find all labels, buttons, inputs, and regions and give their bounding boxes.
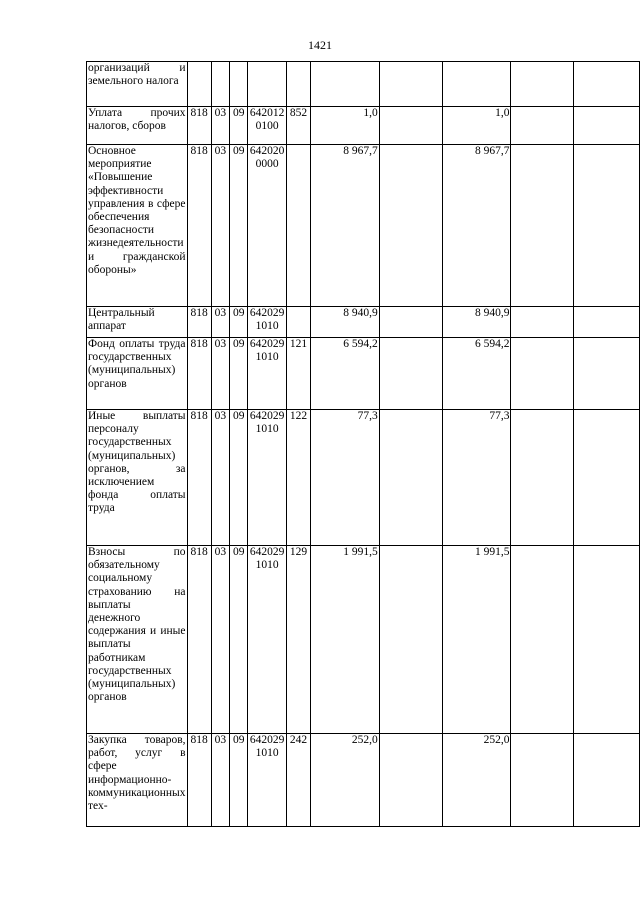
amount-cell-5 — [574, 734, 640, 827]
expense-type-cell — [286, 62, 310, 107]
amount-cell-2 — [379, 546, 442, 734]
target-article-cell — [248, 62, 287, 107]
expense-type-cell: 129 — [286, 546, 310, 734]
target-article-cell: 6420291010 — [248, 338, 287, 410]
amount-cell-2 — [379, 338, 442, 410]
subsection-cell: 09 — [230, 107, 248, 145]
amount-cell-4 — [511, 338, 574, 410]
expense-type-cell: 121 — [286, 338, 310, 410]
amount-cell-3: 6 594,2 — [442, 338, 511, 410]
target-article-cell: 6420291010 — [248, 734, 287, 827]
amount-cell-3 — [442, 62, 511, 107]
amount-cell-5 — [574, 307, 640, 338]
admin-code-cell: 818 — [187, 338, 211, 410]
section-cell: 03 — [211, 107, 229, 145]
amount-cell-3: 1 991,5 — [442, 546, 511, 734]
row-name-cell: Основное мероприятие «Повышение эффективности управления в сфере обеспечения безопасности жизнедеятельности и гражданской обороны» — [87, 145, 188, 307]
section-cell: 03 — [211, 145, 229, 307]
admin-code-cell: 818 — [187, 734, 211, 827]
amount-cell-1: 1,0 — [311, 107, 380, 145]
amount-cell-2 — [379, 145, 442, 307]
target-article-cell: 6420291010 — [248, 546, 287, 734]
row-name-cell: Центральный аппарат — [87, 307, 188, 338]
amount-cell-2 — [379, 307, 442, 338]
admin-code-cell: 818 — [187, 145, 211, 307]
amount-cell-3: 1,0 — [442, 107, 511, 145]
amount-cell-5 — [574, 107, 640, 145]
section-cell: 03 — [211, 734, 229, 827]
subsection-cell: 09 — [230, 307, 248, 338]
expense-type-cell — [286, 145, 310, 307]
amount-cell-1: 8 940,9 — [311, 307, 380, 338]
subsection-cell: 09 — [230, 734, 248, 827]
amount-cell-3: 252,0 — [442, 734, 511, 827]
table-row — [87, 62, 640, 107]
page-number: 1421 — [308, 38, 332, 52]
subsection-cell — [230, 62, 248, 107]
amount-cell-4 — [511, 107, 574, 145]
amount-cell-5 — [574, 546, 640, 734]
amount-cell-3: 77,3 — [442, 410, 511, 546]
expense-type-cell: 242 — [286, 734, 310, 827]
amount-cell-4 — [511, 307, 574, 338]
section-cell — [211, 62, 229, 107]
expense-type-cell: 852 — [286, 107, 310, 145]
amount-cell-4 — [511, 145, 574, 307]
amount-cell-1: 252,0 — [311, 734, 380, 827]
section-cell: 03 — [211, 546, 229, 734]
amount-cell-1: 1 991,5 — [311, 546, 380, 734]
table-row — [87, 145, 640, 307]
amount-cell-5 — [574, 410, 640, 546]
target-article-cell: 6420200000 — [248, 145, 287, 307]
row-name-cell: Уплата прочих налогов, сборов — [87, 107, 188, 145]
amount-cell-4 — [511, 410, 574, 546]
amount-cell-5 — [574, 62, 640, 107]
subsection-cell: 09 — [230, 338, 248, 410]
row-name-cell: Фонд оплаты труда государственных (муниципальных) органов — [87, 338, 188, 410]
amount-cell-1: 77,3 — [311, 410, 380, 546]
subsection-cell: 09 — [230, 546, 248, 734]
amount-cell-1 — [311, 62, 380, 107]
amount-cell-2 — [379, 734, 442, 827]
admin-code-cell — [187, 62, 211, 107]
target-article-cell: 6420291010 — [248, 410, 287, 546]
amount-cell-3: 8 967,7 — [442, 145, 511, 307]
admin-code-cell: 818 — [187, 307, 211, 338]
amount-cell-2 — [379, 62, 442, 107]
admin-code-cell: 818 — [187, 546, 211, 734]
row-name-cell: Взносы по обязательному социальному страхованию на выплаты денежного содержания и иные выплаты работникам государственных (муниципальных) органов — [87, 546, 188, 734]
amount-cell-1: 6 594,2 — [311, 338, 380, 410]
table-row — [87, 107, 640, 145]
target-article-cell: 6420120100 — [248, 107, 287, 145]
amount-cell-2 — [379, 410, 442, 546]
section-cell: 03 — [211, 410, 229, 546]
section-cell: 03 — [211, 338, 229, 410]
amount-cell-3: 8 940,9 — [442, 307, 511, 338]
expense-type-cell: 122 — [286, 410, 310, 546]
subsection-cell: 09 — [230, 410, 248, 546]
row-name-cell: Закупка товаров, работ, услуг в сфере информационно-коммуникационных тех- — [87, 734, 188, 827]
amount-cell-4 — [511, 546, 574, 734]
subsection-cell: 09 — [230, 145, 248, 307]
table-row — [87, 546, 640, 734]
admin-code-cell: 818 — [187, 107, 211, 145]
amount-cell-5 — [574, 338, 640, 410]
table-row — [87, 338, 640, 410]
budget-table — [86, 61, 640, 827]
table-row — [87, 410, 640, 546]
amount-cell-1: 8 967,7 — [311, 145, 380, 307]
table-row — [87, 307, 640, 338]
amount-cell-4 — [511, 734, 574, 827]
table-row — [87, 734, 640, 827]
expense-type-cell — [286, 307, 310, 338]
section-cell: 03 — [211, 307, 229, 338]
row-name-cell: организаций и земельного налога — [87, 62, 188, 107]
admin-code-cell: 818 — [187, 410, 211, 546]
amount-cell-5 — [574, 145, 640, 307]
target-article-cell: 6420291010 — [248, 307, 287, 338]
amount-cell-4 — [511, 62, 574, 107]
row-name-cell: Иные выплаты персоналу государственных (муниципальных) органов, за исключением фонда оплаты труда — [87, 410, 188, 546]
amount-cell-2 — [379, 107, 442, 145]
